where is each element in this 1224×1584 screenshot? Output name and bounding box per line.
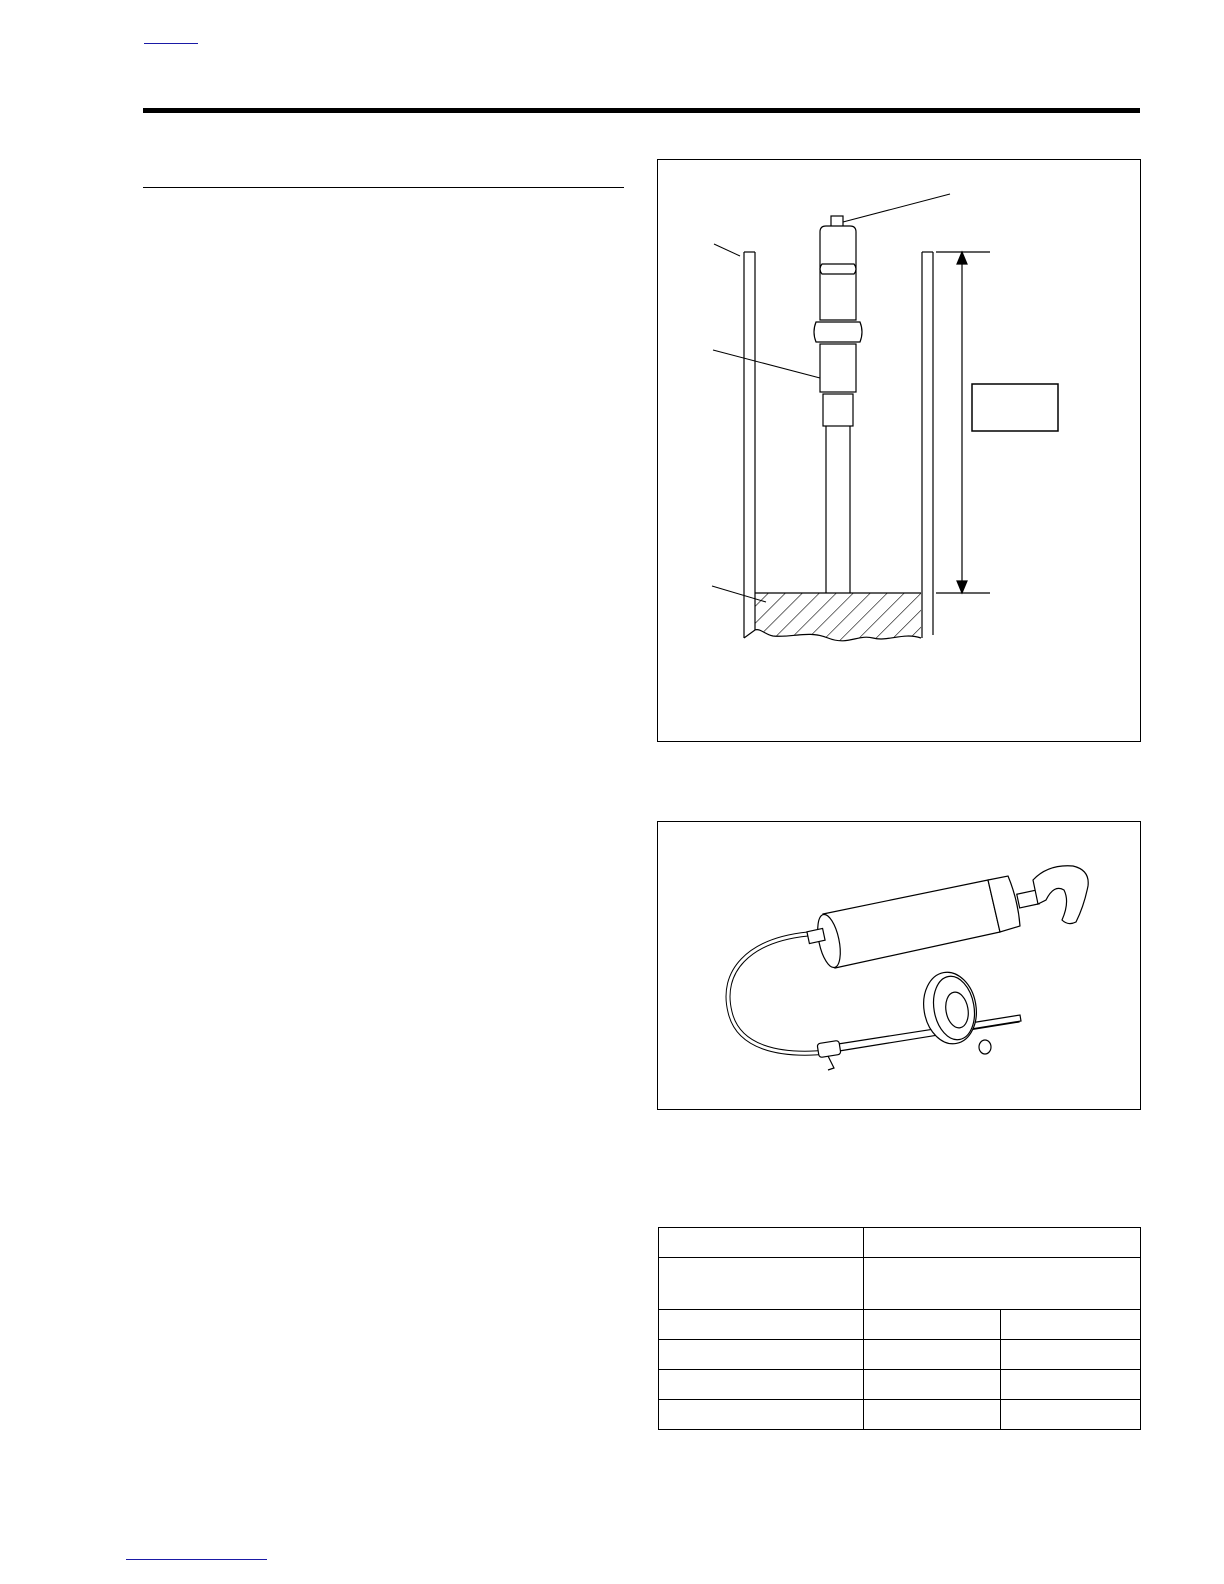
oil-level-value-box <box>972 384 1058 431</box>
table-column-label-row <box>659 1310 1141 1340</box>
table-cell <box>659 1400 864 1430</box>
header-link[interactable] <box>144 43 198 44</box>
fork-oil <box>755 593 921 648</box>
table-header-row <box>659 1228 1141 1258</box>
table-cell <box>1001 1310 1141 1340</box>
table-cell <box>864 1370 1001 1400</box>
gauge-rod <box>817 1015 1021 1070</box>
gauge-syringe <box>807 866 1088 970</box>
table-subheader-row <box>659 1258 1141 1310</box>
table-cell <box>864 1400 1001 1430</box>
table-header-cell <box>659 1228 864 1258</box>
table-row <box>659 1400 1141 1430</box>
table-cell <box>1001 1370 1141 1400</box>
oil-gauge-tool-illustration <box>658 822 1142 1111</box>
gauge-stopper <box>918 968 991 1054</box>
footer-link[interactable] <box>126 1559 267 1560</box>
table-cell <box>1001 1340 1141 1370</box>
table-subheader-cell <box>864 1258 1141 1310</box>
table-cell <box>659 1370 864 1400</box>
table-row <box>659 1340 1141 1370</box>
table-cell <box>659 1310 864 1340</box>
oil-level-gauge <box>814 216 862 593</box>
table-cell <box>864 1310 1001 1340</box>
table-row <box>659 1370 1141 1400</box>
header-rule <box>143 108 1140 113</box>
table-header-cell <box>864 1228 1141 1258</box>
table-cell <box>864 1340 1001 1370</box>
fork-oil-level-figure <box>657 159 1141 742</box>
table-subheader-cell <box>659 1258 864 1310</box>
fork-oil-spec-table <box>658 1227 1141 1430</box>
table-cell <box>659 1340 864 1370</box>
oil-gauge-tool-figure <box>657 821 1141 1110</box>
fork-oil-level-illustration <box>658 160 1142 743</box>
section-heading-rule <box>143 187 624 188</box>
table-cell <box>1001 1400 1141 1430</box>
